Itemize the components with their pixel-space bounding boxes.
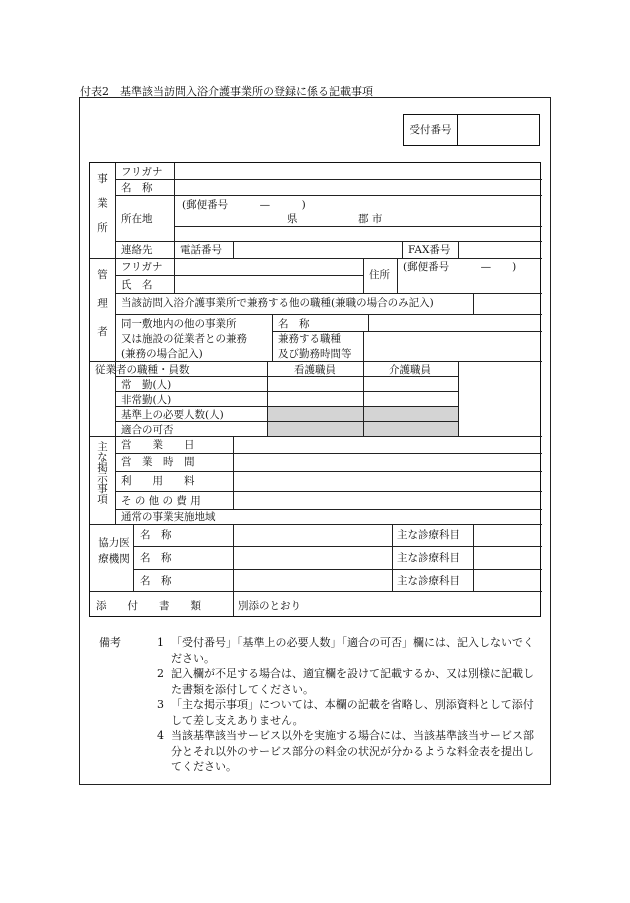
staff-row-fulltime: 常 勤(人): [121, 379, 172, 391]
staff-row-compliance: 適合の可否: [121, 424, 174, 436]
manager-duty-label-1: 兼務する職種: [278, 333, 341, 345]
manager-facility-name-label: 名 称: [278, 318, 310, 330]
manager-other-office-label-3: (兼務の場合記入): [121, 348, 203, 360]
office-name-label: 名 称: [121, 182, 153, 194]
office-phone-label: 電話番号: [180, 244, 222, 256]
staff-header: 従業者の職種・員数: [95, 364, 190, 376]
notes-section: [99, 635, 539, 775]
notice-row-days: 営 業 日: [121, 439, 195, 451]
note-item-2: 2 記入欄が不足する場合は、適宜欄を設けて記載するか、又は別様に記載した書類を添付してください。: [157, 667, 534, 696]
note-item-3: 3 「主な掲示事項」については、本欄の記載を省略し、別添資料として添付して差し支えありません。: [157, 698, 534, 727]
office-address-label: 所在地: [121, 213, 153, 225]
manager-furigana-label: フリガナ: [121, 261, 163, 273]
staff-row-required: 基準上の必要人数(人): [121, 409, 224, 421]
staff-col-care: 介護職員: [389, 364, 431, 376]
medical-section-label: 協力医療機関: [98, 537, 130, 565]
office-postal: (郵便番号 — ): [182, 199, 306, 211]
manager-name-label: 氏 名: [121, 279, 153, 291]
registration-form: [89, 162, 541, 617]
medical-name-label-2: 名 称: [140, 552, 172, 564]
notes-lead: 備考: [99, 636, 121, 649]
staff-col-nurse: 看護職員: [294, 364, 336, 376]
staff-row-parttime: 非常勤(人): [121, 394, 172, 406]
office-city: 郡 市: [358, 213, 383, 225]
office-furigana-label: フリガナ: [121, 166, 163, 178]
medical-subject-label-3: 主な診療科目: [397, 575, 460, 587]
attach-value: 別添のとおり: [238, 600, 301, 612]
office-fax-label: FAX番号: [408, 244, 451, 256]
medical-subject-label-1: 主な診療科目: [397, 529, 460, 541]
manager-other-job-label: 当該訪問入浴介護事業所で兼務する他の職種(兼職の場合のみ記入): [121, 297, 434, 309]
form-caption: 付表2 基準該当訪問入浴介護事業所の登録に係る記載事項: [80, 85, 373, 98]
manager-duty-label-2: 及び勤務時間等: [278, 348, 352, 360]
note-item-1: 備考 1 「受付番号」「基準上の必要人数」「適合の可否」欄には、記入しないでください。: [99, 636, 534, 665]
reception-label: 受付番号: [404, 115, 458, 145]
medical-name-label-1: 名 称: [140, 529, 172, 541]
notice-row-area: 通常の事業実施地域: [121, 511, 216, 523]
manager-address-label: 住所: [369, 269, 390, 281]
office-contact-label: 連絡先: [121, 244, 153, 256]
manager-other-office-label-1: 同一敷地内の他の事業所: [121, 318, 237, 330]
manager-postal: (郵便番号 — ): [403, 261, 517, 273]
office-section-label: 事業所: [96, 173, 108, 247]
notice-section-label: 主な掲示事項: [96, 441, 108, 504]
attach-label: 添 付 書 類: [96, 600, 201, 612]
notice-row-hours: 営 業 時 間: [121, 456, 195, 468]
office-pref: 県: [287, 213, 298, 225]
manager-other-office-label-2: 又は施設の従業者との兼務: [121, 333, 247, 345]
medical-name-label-3: 名 称: [140, 575, 172, 587]
notice-row-other-cost: そ の 他 の 費 用: [121, 495, 201, 507]
notice-row-fee: 利 用 料: [121, 475, 195, 487]
reception-box: [403, 114, 540, 146]
note-item-4: 4 当該基準該当サービス以外を実施する場合には、当該基準該当サービス部分とそれ以外のサービス部分の料金の状況が分かるような料金表を提出してください。: [157, 729, 534, 773]
manager-section-label: 管理者: [96, 269, 108, 355]
medical-subject-label-2: 主な診療科目: [397, 552, 460, 564]
